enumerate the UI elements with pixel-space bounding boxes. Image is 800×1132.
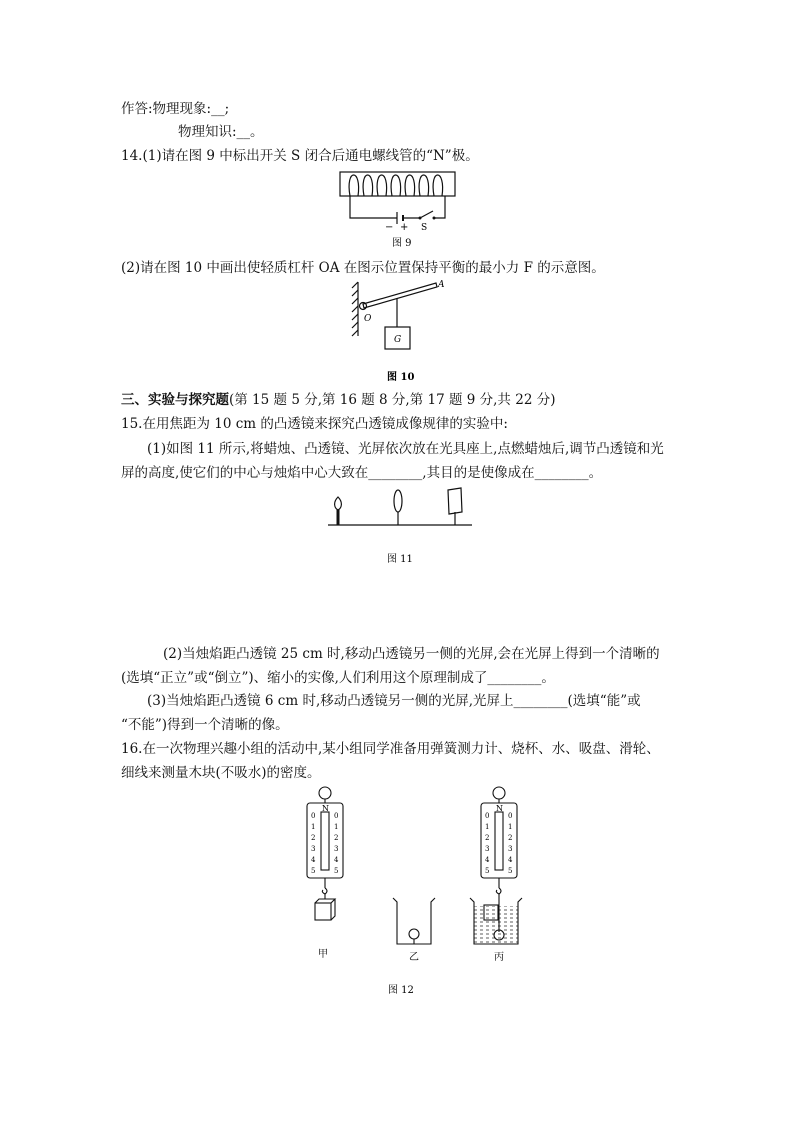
battery-minus-label: − <box>385 222 394 233</box>
lever-bar <box>363 283 437 308</box>
convex-lens <box>394 490 402 512</box>
question-15-part-1-line-2: 屏的高度,使它们的中心与烛焰中心大致在________,其目的是使像成在________。 <box>121 465 603 481</box>
label-o: O <box>364 314 372 324</box>
section-3-scoring: (第 15 题 5 分,第 16 题 8 分,第 17 题 9 分,共 22 分) <box>229 392 556 408</box>
wooden-block <box>315 903 331 920</box>
coil-turn <box>419 175 429 196</box>
coil-turn <box>377 175 387 196</box>
submerged-block <box>484 905 498 920</box>
svg-text:4: 4 <box>311 856 316 864</box>
question-15-part-2-line-1: (2)当烛焰距凸透镜 25 cm 时,移动凸透镜另一侧的光屏,会在光屏上得到一个清晰的 <box>163 646 660 662</box>
svg-text:1: 1 <box>311 823 316 831</box>
svg-text:5: 5 <box>508 867 513 875</box>
section-3-title: 三、实验与探究题 <box>121 392 229 408</box>
figure-12-caption: 图 12 <box>388 985 414 996</box>
svg-text:5: 5 <box>485 867 490 875</box>
label-yi: 乙 <box>409 952 419 963</box>
switch-label: S <box>421 223 428 233</box>
svg-text:2: 2 <box>311 834 316 842</box>
label-g: G <box>394 335 402 345</box>
question-15-part-2-line-2: (选填“正立”或“倒立”)、缩小的实像,人们利用这个原理制成了________。 <box>121 670 555 686</box>
pivot-o <box>360 303 367 310</box>
section-3-header <box>121 390 555 410</box>
question-14-part-2: (2)请在图 10 中画出使轻质杠杆 OA 在图示位置保持平衡的最小力 F 的示意图。 <box>121 260 605 276</box>
svg-text:1: 1 <box>508 823 513 831</box>
question-15-intro: 15.在用焦距为 10 cm 的凸透镜来探究凸透镜成像规律的实验中: <box>121 416 508 432</box>
candle-flame <box>335 497 342 510</box>
scale-ticks-bing <box>485 812 513 875</box>
svg-text:3: 3 <box>485 845 490 853</box>
svg-text:0: 0 <box>485 812 490 820</box>
svg-text:5: 5 <box>311 867 316 875</box>
suction-cup-pulley <box>409 929 419 939</box>
svg-text:2: 2 <box>485 834 490 842</box>
coil-turn <box>363 175 373 196</box>
figure-11-caption: 图 11 <box>387 554 413 565</box>
beaker-yi <box>393 898 435 944</box>
beaker <box>470 898 522 944</box>
question-16-line-2: 细线来测量木块(不吸水)的密度。 <box>121 765 321 781</box>
label-jia: 甲 <box>318 949 328 960</box>
figure-9-caption: 图 9 <box>392 238 412 249</box>
coil-turn <box>405 175 415 196</box>
svg-text:0: 0 <box>311 812 316 820</box>
label-bing: 丙 <box>494 952 504 963</box>
svg-text:3: 3 <box>508 845 513 853</box>
svg-text:3: 3 <box>311 845 316 853</box>
svg-text:2: 2 <box>334 834 339 842</box>
question-14-part-1: 14.(1)请在图 9 中标出开关 S 闭合后通电螺线管的“N”极。 <box>121 148 479 164</box>
svg-text:0: 0 <box>508 812 513 820</box>
svg-text:5: 5 <box>334 867 339 875</box>
svg-text:1: 1 <box>485 823 490 831</box>
question-15-part-3-line-1: (3)当烛焰距凸透镜 6 cm 时,移动凸透镜另一侧的光屏,光屏上________(选填“能”或 <box>147 693 641 709</box>
svg-text:0: 0 <box>334 812 339 820</box>
figure-10-caption: 图 10 <box>387 372 415 383</box>
switch-blade <box>420 211 433 218</box>
weight-block <box>385 327 410 349</box>
answer-phenomenon-line: 作答:物理现象:__; <box>121 101 230 117</box>
svg-text:3: 3 <box>334 845 339 853</box>
coil-turn <box>391 175 401 196</box>
svg-text:1: 1 <box>334 823 339 831</box>
light-screen <box>448 488 462 514</box>
svg-text:N: N <box>496 804 503 813</box>
svg-text:2: 2 <box>508 834 513 842</box>
svg-text:4: 4 <box>334 856 339 864</box>
scale-ticks-jia <box>311 812 339 875</box>
answer-knowledge-line: 物理知识:__。 <box>178 124 264 140</box>
coil-turn <box>349 175 359 196</box>
svg-text:4: 4 <box>508 856 513 864</box>
label-a: A <box>438 280 445 290</box>
water <box>474 906 518 944</box>
spring-scale-jia <box>307 787 343 920</box>
battery-plus-label: + <box>400 222 409 233</box>
question-16-line-1: 16.在一次物理兴趣小组的活动中,某小组同学准备用弹簧测力计、烧杯、水、吸盘、滑轮、 <box>121 741 660 757</box>
svg-text:4: 4 <box>485 856 490 864</box>
question-15-part-1-line-1: (1)如图 11 所示,将蜡烛、凸透镜、光屏依次放在光具座上,点燃蜡烛后,调节凸透镜和光 <box>147 441 664 457</box>
scale-n-label: N <box>322 804 329 813</box>
spring-scale-bing <box>470 787 522 944</box>
coil-turn <box>433 175 443 196</box>
question-15-part-3-line-2: “不能”)得到一个清晰的像。 <box>121 717 289 733</box>
